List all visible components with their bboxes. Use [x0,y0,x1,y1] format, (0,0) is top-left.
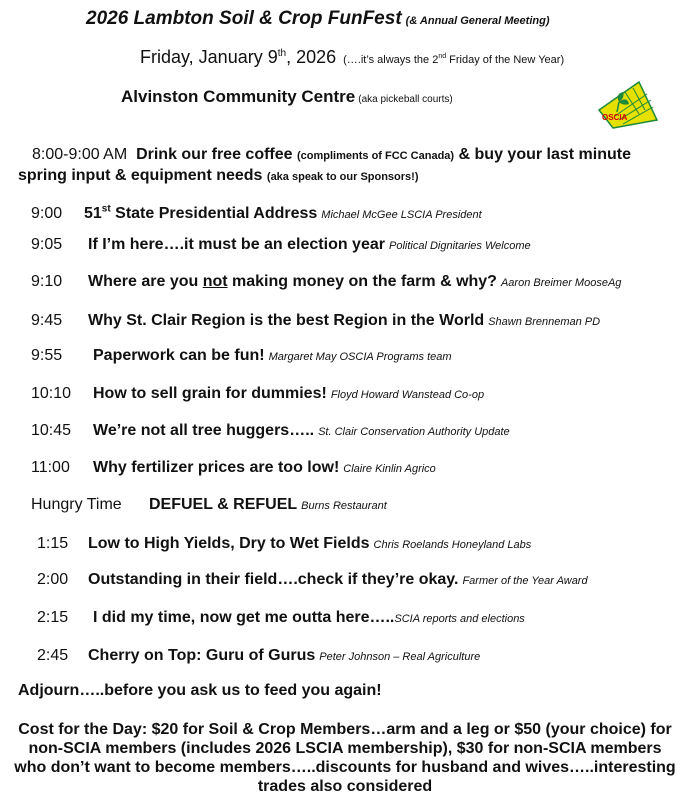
row-topic: I did my time, now get me outta here….. [93,609,395,626]
page-title [86,8,549,30]
row-speaker: Michael McGee LSCIA President [321,209,482,222]
row-topic: DEFUEL & REFUEL [149,496,298,513]
row-time: 10:45 [31,422,72,439]
ordinal-suffix: st [101,204,111,215]
row-time: 1:15 [37,535,69,552]
row-topic: Why St. Clair Region is the best Region in the World [88,312,485,329]
title-main: 2026 Lambton Soil & Crop FunFest [86,8,402,29]
row-topic [88,273,497,290]
schedule-row [31,234,531,256]
topic-part-a: Where are you [88,273,203,290]
logo-text: OSCIA [602,113,628,122]
schedule-row [37,607,525,629]
schedule-row [31,420,510,442]
row-speaker: Margaret May OSCIA Programs team [268,351,452,363]
topic-part-b: making money on the farm & why? [227,273,497,290]
row-topic: Cherry on Top: Guru of Gurus [88,647,316,664]
intro-time: 8:00-9:00 AM [32,146,128,163]
row-time: 9:10 [31,273,63,290]
schedule-row [31,271,621,293]
row-time: 9:45 [31,312,63,329]
schedule-row [31,457,436,479]
row-topic: Why fertilizer prices are too low! [93,459,340,476]
date-prefix: Friday, January 9 [140,47,278,67]
row-topic [84,205,317,222]
row-topic: If I’m here….it must be an election year [88,236,385,253]
title-sub: (& Annual General Meeting) [405,15,550,27]
row-speaker: Floyd Howard Wanstead Co-op [330,389,485,401]
oscia-logo [595,80,661,130]
venue-name: Alvinston Community Centre [121,87,356,106]
row-time: 2:00 [37,571,69,588]
topic-text: State Presidential Address [110,205,318,223]
schedule-row [37,533,531,555]
row-time: 10:10 [31,385,72,402]
row-topic: Outstanding in their field….check if they’re okay. [88,571,459,588]
row-time: 11:00 [31,459,70,476]
schedule-row [31,310,600,332]
row-time: Hungry Time [31,496,122,513]
row-time: 2:45 [37,647,69,664]
row-time: 2:15 [37,609,69,626]
schedule-row [31,494,387,516]
row-speaker: St. Clair Conservation Authority Update [318,426,510,438]
ordinal-number: 51 [84,205,102,223]
intro-part4: (aka speak to our Sponsors!) [266,171,419,183]
intro-part2: (compliments of FCC Canada) [297,150,455,162]
adjourn-text: Adjourn…..before you ask us to feed you again! [18,682,382,699]
schedule-row [31,199,482,221]
date-sup: th [277,48,287,59]
row-speaker: Aaron Breimer MooseAg [500,277,622,289]
intro-part3: & buy your last minute spring input & equipment needs [18,146,631,184]
intro-block [18,145,658,187]
row-speaker: SCIA reports and elections [394,613,525,625]
row-topic: How to sell grain for dummies! [93,385,327,402]
intro-part1: Drink our free coffee [136,146,293,163]
row-speaker: Farmer of the Year Award [462,575,588,587]
date-note [343,54,564,66]
venue [121,87,453,107]
row-time: 9:55 [31,347,63,364]
date-suffix: , 2026 [286,47,337,67]
row-speaker: Shawn Brenneman PD [488,316,601,328]
schedule-row [37,569,588,591]
row-speaker: Chris Roelands Honeyland Labs [373,539,532,551]
venue-aka: (aka pickeball courts) [358,94,453,105]
schedule-row [31,345,452,367]
row-topic: Paperwork can be fun! [93,347,265,364]
row-time: 9:00 [31,205,63,223]
row-speaker: Political Dignitaries Welcome [388,240,531,252]
event-date [140,47,564,68]
oscia-logo-icon [595,80,661,130]
note-prefix: (….it’s always the 2 [343,54,439,66]
row-speaker: Peter Johnson – Real Agriculture [319,651,481,663]
schedule-row [37,645,480,667]
note-suffix: Friday of the New Year) [446,54,565,66]
cost-text: Cost for the Day: $20 for Soil & Crop Members…arm and a leg or $50 (your choice) for non-SCIA members (includes 2026 LSCIA membership), $30 for non-SCIA members who don’t want to become members…..discounts for husband and wives…..interesting trades also considered [14,721,676,795]
row-time: 9:05 [31,236,63,253]
row-speaker: Claire Kinlin Agrico [343,463,436,475]
row-topic: We’re not all tree huggers….. [93,422,315,439]
row-speaker: Burns Restaurant [301,500,387,512]
note-sup: nd [438,53,447,60]
schedule-row [31,383,484,405]
topic-underlined: not [202,273,228,290]
row-topic: Low to High Yields, Dry to Wet Fields [88,535,370,552]
